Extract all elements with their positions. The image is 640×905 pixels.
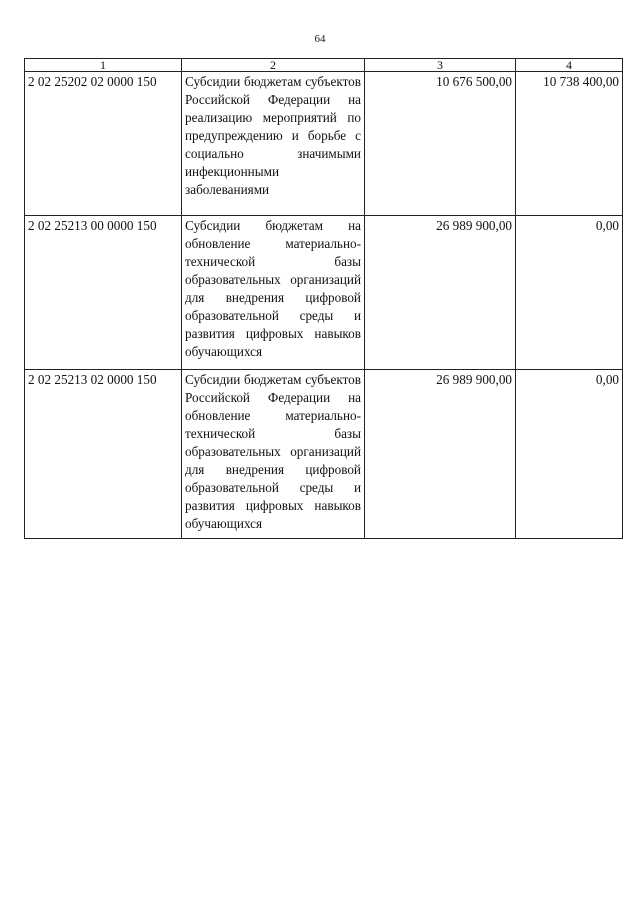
column-header-2: 2 xyxy=(182,59,365,72)
description: Субсидии бюджетам субъектов Российской Федерации на обновление материально-технической базы образовательных организаций для внедрения цифровой образовательной среды и развития цифровых навыков обучающихся xyxy=(182,370,365,539)
description: Субсидии бюджетам субъектов Российской Федерации на реализацию мероприятий по предупреждению и борьбе с социально значимыми инфекционными заболеваниями xyxy=(182,72,365,216)
amount-col-4: 0,00 xyxy=(516,370,623,539)
amount-col-4: 0,00 xyxy=(516,216,623,370)
column-header-4: 4 xyxy=(516,59,623,72)
amount-col-3: 26 989 900,00 xyxy=(365,216,516,370)
budget-table xyxy=(24,58,623,539)
page-number: 64 xyxy=(314,33,326,45)
amount-col-3: 26 989 900,00 xyxy=(365,370,516,539)
description: Субсидии бюджетам на обновление материально-технической базы образовательных организаций для внедрения цифровой образовательной среды и развития цифровых навыков обучающихся xyxy=(182,216,365,370)
table-body xyxy=(25,72,623,539)
budget-code: 2 02 25202 02 0000 150 xyxy=(25,72,182,216)
header-row xyxy=(25,59,623,72)
column-header-1: 1 xyxy=(25,59,182,72)
budget-code: 2 02 25213 00 0000 150 xyxy=(25,216,182,370)
table-row xyxy=(25,72,623,216)
budget-code: 2 02 25213 02 0000 150 xyxy=(25,370,182,539)
table-row xyxy=(25,370,623,539)
table-row xyxy=(25,216,623,370)
amount-col-3: 10 676 500,00 xyxy=(365,72,516,216)
amount-col-4: 10 738 400,00 xyxy=(516,72,623,216)
column-header-3: 3 xyxy=(365,59,516,72)
table-header xyxy=(25,59,623,72)
